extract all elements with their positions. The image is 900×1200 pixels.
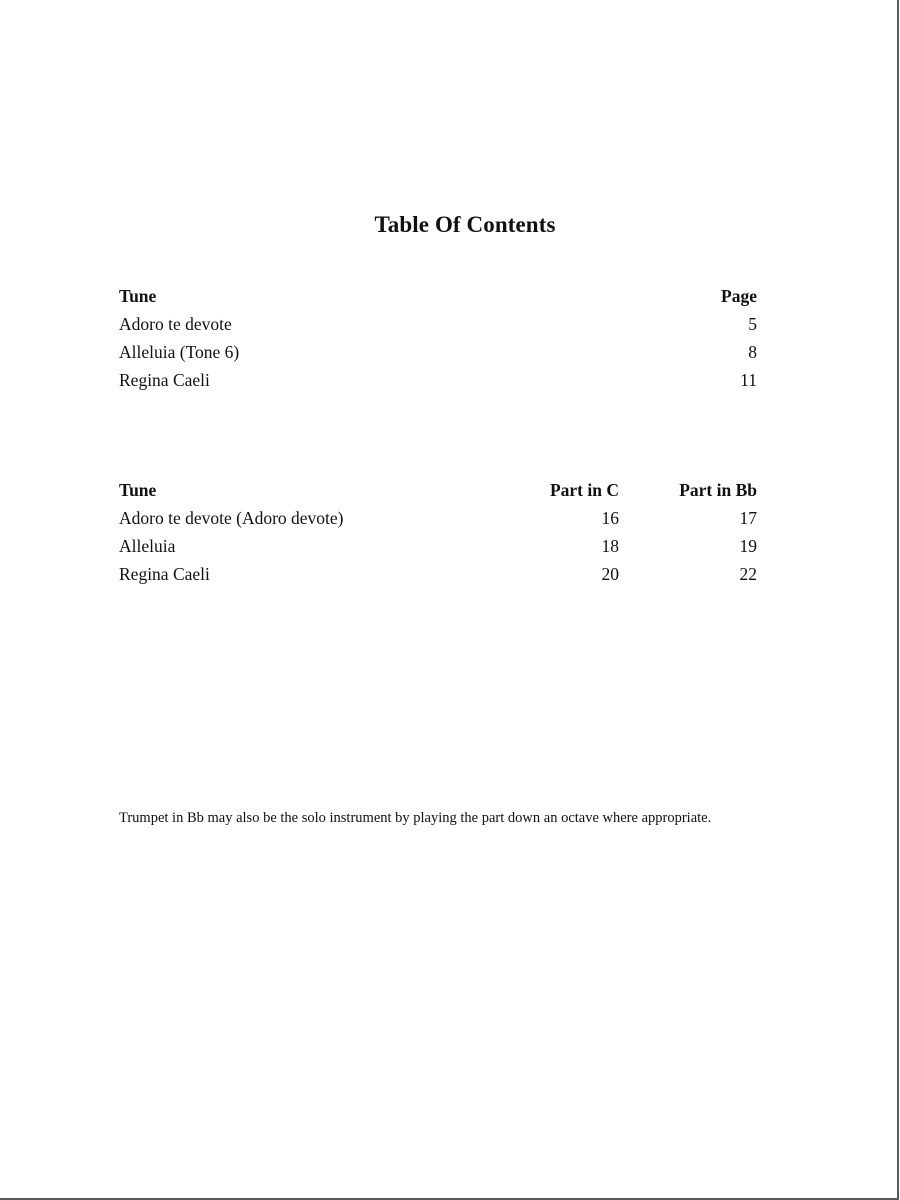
table-row	[119, 310, 757, 338]
tune-cell: Alleluia (Tone 6)	[119, 342, 240, 362]
part-in-c-cell: 16	[601, 508, 619, 528]
toc-page-table	[119, 282, 757, 394]
table-header-row	[119, 282, 757, 310]
part-in-bb-cell: 19	[739, 536, 757, 556]
part-in-c-cell: 18	[601, 536, 619, 556]
tune-cell: Adoro te devote (Adoro devote)	[119, 508, 344, 528]
table-row	[119, 338, 757, 366]
page-title: Table Of Contents	[374, 212, 556, 237]
footnote: Trumpet in Bb may also be the solo instrument by playing the part down an octave where appropriate.	[119, 810, 712, 826]
table-row	[119, 532, 757, 560]
tune-cell: Regina Caeli	[119, 370, 210, 390]
page-cell: 11	[740, 370, 757, 390]
part-in-bb-cell: 22	[739, 564, 757, 584]
page-column-header: Page	[721, 286, 757, 306]
page-cell: 8	[748, 342, 757, 362]
part-in-c-cell: 20	[601, 564, 619, 584]
page-cell: 5	[748, 314, 757, 334]
tune-column-header: Tune	[119, 286, 157, 306]
tune-cell: Alleluia	[119, 536, 176, 556]
table-header-row	[119, 476, 757, 504]
tune-cell: Adoro te devote	[119, 314, 232, 334]
tune-column-header: Tune	[119, 480, 157, 500]
part-in-bb-column-header: Part in Bb	[679, 480, 757, 500]
part-in-c-column-header: Part in C	[549, 480, 619, 500]
table-row	[119, 560, 757, 588]
table-row	[119, 366, 757, 394]
table-row	[119, 504, 757, 532]
part-in-bb-cell: 17	[739, 508, 757, 528]
toc-parts-table	[119, 476, 757, 588]
tune-cell: Regina Caeli	[119, 564, 210, 584]
